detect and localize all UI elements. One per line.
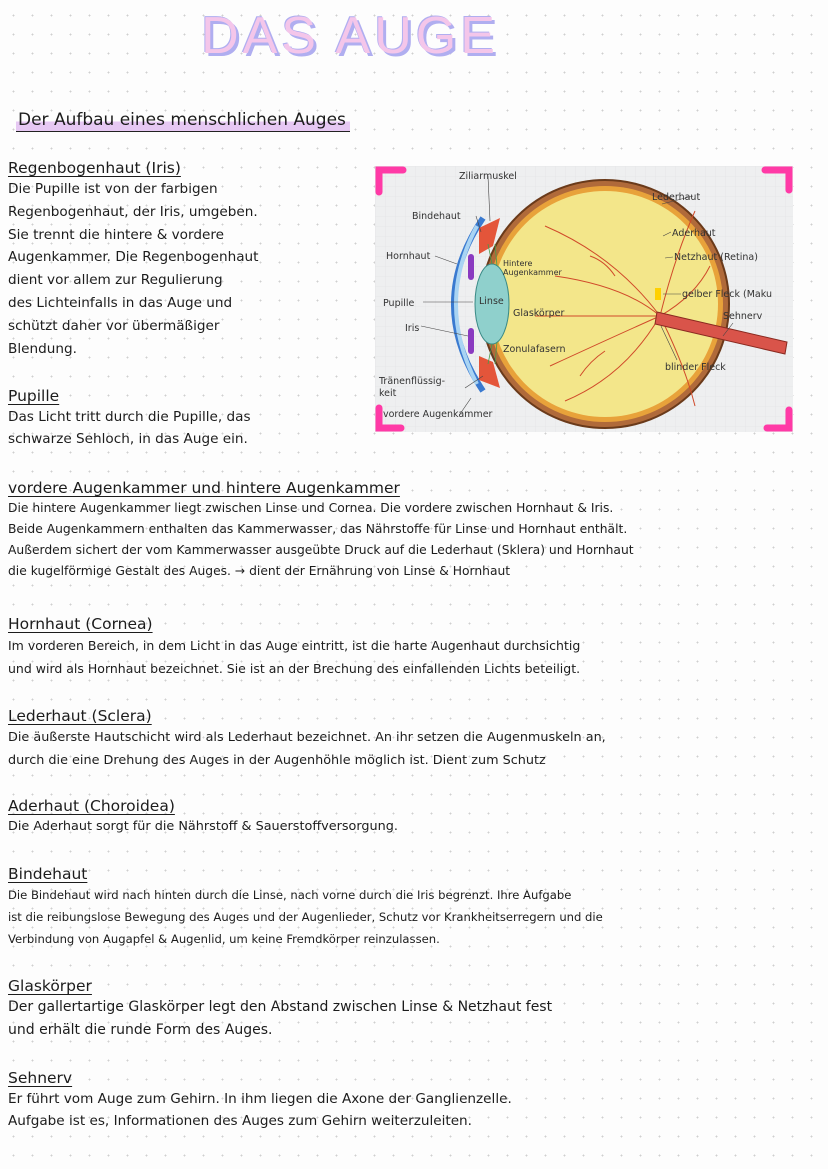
label-iris: Iris <box>405 323 420 334</box>
label-ziliarmuskel: Ziliarmuskel <box>459 171 517 182</box>
kammer-text: Die hintere Augenkammer liegt zwischen Linse und Cornea. Die vordere zwischen Hornhaut & Iris. Beide Augenkammern enthalten das Kammerwasser, das Nährstoffe für Linse und Hornhaut enthält. Außerdem sichert der vom Kammerwasser ausgeübte Druck auf die Lederhaut (Sklera) und Hornhaut die kugelförmige Gestalt des Auges. → dient der Ernährung von Linse & Hornhaut <box>8 501 634 578</box>
section-lederhaut <box>8 706 820 772</box>
section-aderhaut <box>8 796 820 837</box>
label-netzhaut: Netzhaut (Retina) <box>674 252 758 263</box>
label-hintere-1: Hintere <box>503 259 533 268</box>
label-hintere-2: Augenkammer <box>503 268 562 277</box>
kammer-heading: vordere Augenkammer und hintere Augenkammer <box>8 479 400 497</box>
label-bindehaut: Bindehaut <box>412 211 461 222</box>
sehnerv-heading: Sehnerv <box>8 1069 73 1087</box>
glaskoerper-text: Der gallertartige Glaskörper legt den Abstand zwischen Linse & Netzhaut fest und erhält die runde Form des Auges. <box>8 999 553 1038</box>
eye-diagram-svg <box>375 166 793 432</box>
section-bindehaut <box>8 864 820 950</box>
page-title: DAS AUGE <box>201 7 499 65</box>
sehnerv-text: Er führt vom Auge zum Gehirn. In ihm liegen die Axone der Ganglienzelle. Aufgabe ist es, Informationen des Auges zum Gehirn weiterzuleiten. <box>8 1091 512 1129</box>
label-hornhaut: Hornhaut <box>386 251 431 262</box>
label-glaskoerper: Glaskörper <box>513 308 565 319</box>
pupille-text: Das Licht tritt durch die Pupille, das schwarze Sehloch, in das Auge ein. <box>8 409 251 447</box>
label-sehnerv: Sehnerv <box>723 311 763 322</box>
label-blinder-fleck: blinder Fleck <box>665 362 726 373</box>
vitreous-shape <box>492 191 718 417</box>
label-traenen-2: keit <box>379 388 397 399</box>
aderhaut-text: Die Aderhaut sorgt für die Nährstoff & Sauerstoffversorgung. <box>8 819 398 834</box>
lederhaut-heading: Lederhaut (Sclera) <box>8 707 152 725</box>
label-vordere-augenkammer: vordere Augenkammer <box>383 409 493 420</box>
eye-diagram <box>375 166 793 432</box>
label-linse: Linse <box>479 296 504 307</box>
glaskoerper-heading: Glaskörper <box>8 977 92 995</box>
macula-shape <box>655 288 661 300</box>
section-glaskoerper <box>8 976 820 1042</box>
iris-upper-shape <box>468 254 474 280</box>
hornhaut-heading: Hornhaut (Cornea) <box>8 615 153 633</box>
iris-text: Die Pupille ist von der farbigen Regenbogenhaut, der Iris, umgeben. Sie trennt die hintere & vordere Augenkammer. Die Regenbogenhaut dient vor allem zur Regulierung des Lichteinfalls in das Auge und schützt daher vor übermäßiger Blendung. <box>8 181 259 357</box>
label-zonulafasern: Zonulafasern <box>503 344 566 355</box>
section-pupille <box>8 386 358 450</box>
label-aderhaut: Aderhaut <box>672 228 716 239</box>
bindehaut-text: Die Bindehaut wird nach hinten durch die Linse, nach vorne durch die Iris begrenzt. Ihre Aufgabe ist die reibungslose Bewegung des Auges und der Augenlieder, Schutz vor Krankheitserregern und die Verbindung von Augapfel & Augenlid, um keine Fremdkörper reinzulassen. <box>8 888 603 946</box>
label-lederhaut: Lederhaut <box>652 192 701 203</box>
section-augenkammer <box>8 478 820 582</box>
label-pupille: Pupille <box>383 298 415 309</box>
label-gelber-fleck: gelber Fleck (Maku <box>682 289 772 300</box>
iris-heading: Regenbogenhaut (Iris) <box>8 159 181 177</box>
section-iris <box>8 158 358 360</box>
pupille-heading: Pupille <box>8 387 60 405</box>
section-hornhaut <box>8 614 820 680</box>
hornhaut-text: Im vorderen Bereich, in dem Licht in das Auge eintritt, ist die harte Augenhaut durchsichtig und wird als Hornhaut bezeichnet. Sie ist an der Brechung des einfallenden Lichts beteiligt. <box>8 638 581 676</box>
bindehaut-heading: Bindehaut <box>8 865 88 883</box>
section-sehnerv <box>8 1068 820 1132</box>
lederhaut-text: Die äußerste Hautschicht wird als Lederhaut bezeichnet. An ihr setzen die Augenmuskeln an, durch die eine Drehung des Auges in der Augenhöhle möglich ist. Dient zum Schutz <box>8 730 606 768</box>
aderhaut-heading: Aderhaut (Choroidea) <box>8 797 175 815</box>
iris-lower-shape <box>468 328 474 354</box>
label-traenen-1: Tränenflüssig- <box>379 376 446 387</box>
page-subtitle: Der Aufbau eines menschlichen Auges <box>16 110 350 132</box>
